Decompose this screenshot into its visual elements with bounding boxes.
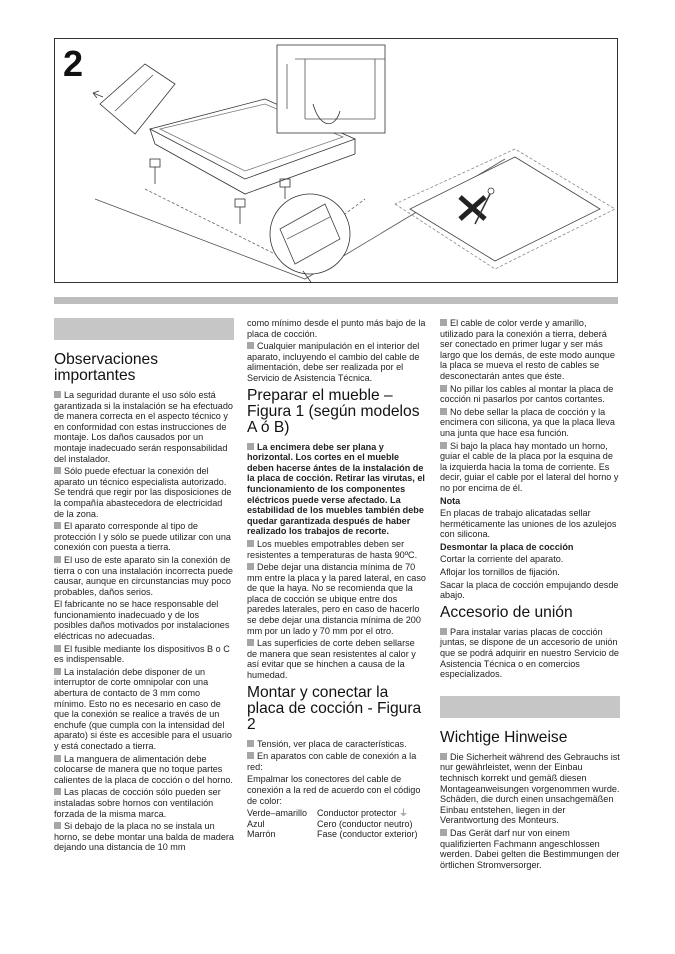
table-row: Verde–amarillo Conductor protector ⏚ (247, 808, 409, 819)
bullet-square-icon (54, 522, 61, 529)
heading-accesorio: Accesorio de unión (440, 603, 573, 621)
bullet-square-icon (54, 645, 61, 652)
bullet-square-icon (440, 628, 447, 635)
list-item: El aparato corresponde al tipo de protección I y sólo se puede utilizar con una conexión con puesta a tierra. (54, 521, 231, 553)
list-item: El cable de color verde y amarillo, utilizado para la conexión a tierra, deberá ser conectado en primer lugar y ser más largo que los demás, de este modo aunque la placa se mueva el resto de cables se desconectarán antes que éste. (440, 318, 615, 381)
list-item: La seguridad durante el uso sólo está garantizada si la instalación se ha efectuado de manera correcta en el aspecto técnico y en conformidad con estas instrucciones de montaje. Los daños causados por un montaje inadecuado serán responsabilidad del instalador. (54, 390, 233, 464)
bullet-square-icon (247, 740, 254, 747)
bullet-square-icon (54, 391, 61, 398)
nota-title: Nota (440, 495, 461, 506)
column-1 (54, 318, 234, 855)
list-item: En aparatos con cable de conexión a la red: (247, 751, 417, 772)
paragraph: Empalmar los conectores del cable de conexión a la red de acuerdo con el código de color: (247, 774, 421, 806)
list-item: Para instalar varias placas de cocción juntas, se dispone de un accesorio de unión que se podrá adquirir en nuestro Servicio de Asistencia Técnica o en comercios especializados. (440, 626, 619, 680)
table-row: Marrón Fase (conductor exterior) (247, 829, 418, 840)
bullet-square-icon (247, 639, 254, 646)
list-item: La manguera de alimentación debe colocarse de manera que no toque partes calientes de la placa de cocción o del horno. (54, 753, 233, 785)
bullet-square-icon (247, 443, 254, 450)
bullet-square-icon (54, 668, 61, 675)
paragraph: El fabricante no se hace responsable del funcionamiento inadecuado y de los posibles daños motivados por instalaciones eléctricas no adecuadas. (54, 599, 230, 642)
bullet-square-icon (247, 563, 254, 570)
desmontar-title: Desmontar la placa de cocción (440, 541, 574, 552)
list-item: Las superficies de corte deben sellarse de manera que sean resistentes al calor y así evitar que se hinchen a causa de la humedad. (247, 638, 416, 681)
bullet-square-icon (440, 753, 447, 760)
section-divider-bar (54, 297, 618, 304)
list-item: Sólo puede efectuar la conexión del aparato un técnico especialista autorizado. Se tendrá que regir por las disposiciones de la compañía abastecedora de electricidad de la zona. (54, 466, 232, 519)
bullet-square-icon (54, 788, 61, 795)
paragraph: como mínimo desde el punto más bajo de la placa de cocción. (247, 318, 426, 339)
figure-number: 2 (63, 43, 84, 84)
bullet-square-icon (54, 822, 61, 829)
line: Cortar la corriente del aparato. (440, 554, 564, 565)
list-item: Las placas de cocción sólo pueden ser instaladas sobre hornos con ventilación forzada de la misma marca. (54, 787, 221, 819)
list-item: Si bajo la placa hay montado un horno, guiar el cable de la placa por la esquina de la izquierda hacia la toma de corriente. Es decir, guiar el cable por el lateral del horno y no por encima de él. (440, 440, 619, 493)
heading-montar-conectar: Montar y conectar la placa de cocción - Figura 2 (247, 683, 422, 733)
list-item: El uso de este aparato sin la conexión de tierra o con una instalación incorrecta puede causar, aunque en circunstancias muy poco probables, daños serios. (54, 554, 233, 597)
installation-figure (54, 38, 618, 283)
bullet-square-icon (54, 467, 61, 474)
list-item: Tensión, ver placa de características. (247, 739, 427, 750)
bullet-square-icon (247, 540, 254, 547)
bullet-square-icon (440, 829, 447, 836)
bullet-square-icon (440, 319, 447, 326)
list-item: Si debajo de la placa no se instala un horno, se debe montar una balda de madera dejando una distancia de 10 mm (54, 821, 234, 853)
color-code-table (247, 808, 427, 840)
bullet-square-icon (247, 342, 254, 349)
list-item: No debe sellar la placa de cocción y la encimera con silicona, ya que la placa lleva una junta que hace esa función. (440, 406, 615, 438)
installation-illustration (55, 39, 617, 282)
column-3 (440, 318, 620, 872)
line: Aflojar los tornillos de fijación. (440, 567, 560, 578)
line: Sacar la placa de cocción empujando desde abajo. (440, 579, 619, 601)
heading-preparar-mueble: Preparar el mueble – Figura 1 (según modelos A ó B) (247, 386, 420, 436)
bullet-square-icon (54, 556, 61, 563)
heading-wichtige-hinweise: Wichtige Hinweise (440, 728, 568, 746)
column-2 (247, 318, 427, 840)
bullet-square-icon (440, 385, 447, 392)
list-item: La encimera debe ser plana y horizontal. Los cortes en el mueble deben hacerse ántes de la instalación de la placa de cocción. Retirar las virutas, el funcionamiento de los componentes eléctricos puede verse afectado. La estabilidad de los muebles también debe quedar garantizada después de haber realizado los trabajos de recorte. (247, 441, 425, 537)
heading-observaciones: Observaciones importantes (54, 351, 159, 384)
table-row: Azul Cero (conductor neutro) (247, 818, 413, 829)
list-item: Los muebles empotrables deben ser resistentes a temperaturas de hasta 90ºC. (247, 538, 418, 560)
bullet-square-icon (440, 408, 447, 415)
bullet-square-icon (247, 752, 254, 759)
list-item: El fusible mediante los dispositivos B o C es indispensable. (54, 643, 230, 665)
paragraph: En placas de trabajo alicatadas sellar herméticamente las uniones de los azulejos con silicona. (440, 508, 617, 540)
list-item: La instalación debe disponer de un interruptor de corte omnipolar con una abertura de contacto de 3 mm como mínimo. Esto no es necesario en caso de que la conexión se realice a través de un enchufe (que cumpla con la intensidad del aparato) si éste es accesible para el usuario y está conectado a tierra. (54, 666, 232, 751)
list-item: Das Gerät darf nur von einem qualifizierten Fachmann angeschlossen werden. Dabei gelten die Bestimmungen der örtlichen Stromversorger. (440, 827, 620, 870)
list-item: Debe dejar una distancia mínima de 70 mm entre la placa y la pared lateral, en caso de que la haya. No se recomienda que la placa de cocción se ubique entre dos paredes laterales, pero en caso de hacerlo se debe dejar una distancia mínima de 200 mm por un lado y 70 mm por el otro. (247, 562, 426, 636)
list-item: No pillar los cables al montar la placa de cocción ni pasarlos por cantos cortantes. (440, 383, 614, 405)
list-item: Die Sicherheit während des Gebrauchs ist nur gewährleistet, wenn der Einbau technisch korrekt und gemäß diesen Montageanweisungen vorgenommen wurde. Schäden, die durch einen unsachgemäßen Einbau entstehen, liegen in der Verantwortung des Monteurs. (440, 751, 620, 826)
list-item: Cualquier manipulación en el interior del aparato, incluyendo el cambio del cable de alimentación, debe ser realizada por el Servicio de Asistencia Técnica. (247, 341, 420, 383)
language-band (54, 318, 234, 340)
bullet-square-icon (440, 442, 447, 449)
language-band (440, 696, 620, 718)
bullet-square-icon (54, 755, 61, 762)
